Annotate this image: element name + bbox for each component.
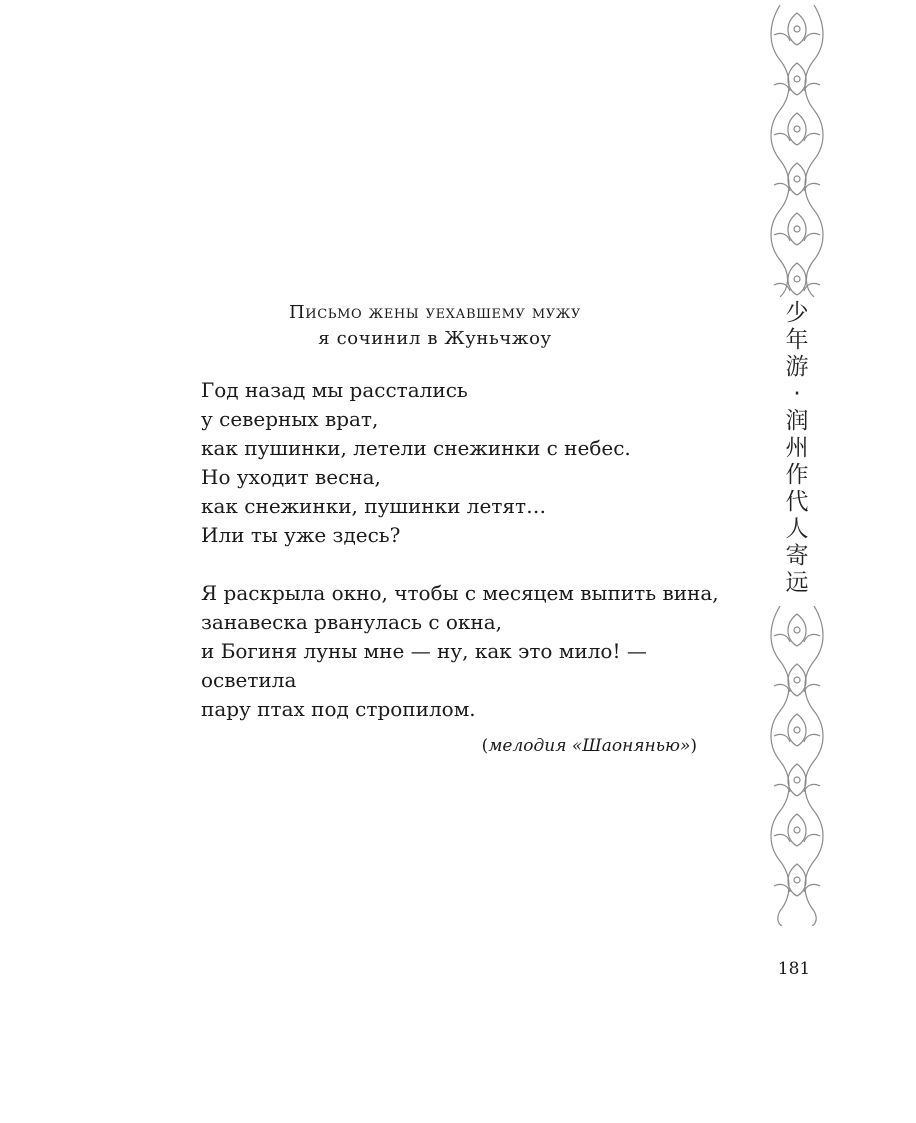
poem-title-line-1: Письмо жены уехавшему мужу xyxy=(289,302,581,323)
poem-line: Но уходит весна, xyxy=(201,465,381,489)
poem-line: занавеска рванулась с окна, xyxy=(201,610,503,634)
poem-line: Я раскрыла окно, чтобы с месяцем выпить вина, xyxy=(201,581,719,605)
poem-title xyxy=(200,300,670,352)
side-char: 寄 xyxy=(785,543,809,569)
poem-line: Год назад мы расстались xyxy=(201,378,468,402)
poem-line: Или ты уже здесь? xyxy=(201,523,401,547)
side-char: 州 xyxy=(785,435,809,461)
side-char: 作 xyxy=(785,462,809,488)
melody-attribution xyxy=(420,734,697,758)
poem-body xyxy=(201,376,721,724)
side-char: 润 xyxy=(785,408,809,434)
side-char: 游 xyxy=(785,354,809,380)
side-char: · xyxy=(793,381,801,407)
side-char: 少 xyxy=(785,300,809,326)
page-number: 181 xyxy=(777,959,811,979)
poem-line: осветила xyxy=(201,668,297,692)
melody-open-paren: ( xyxy=(481,736,489,756)
melody-close-paren: ) xyxy=(690,736,697,756)
stanza-gap xyxy=(201,550,721,579)
side-char: 人 xyxy=(785,516,809,542)
poem-line: у северных врат, xyxy=(201,407,379,431)
side-chinese-title xyxy=(775,300,819,610)
melody-label: мелодия «Шаонянью» xyxy=(488,736,691,756)
poem-line: как снежинки, пушинки летят… xyxy=(201,494,547,518)
side-char: 远 xyxy=(785,570,809,596)
ornament-lower xyxy=(766,606,828,926)
ornament-upper xyxy=(766,5,828,297)
side-char: 年 xyxy=(785,327,809,353)
poem-line: как пушинки, летели снежинки с небес. xyxy=(201,436,631,460)
poem-line: пару птах под стропилом. xyxy=(201,697,476,721)
poem-line: и Богиня луны мне — ну, как это мило! — xyxy=(201,639,647,663)
side-char: 代 xyxy=(785,489,809,515)
poem-title-line-2: я сочинил в Жуньчжоу xyxy=(318,328,552,349)
